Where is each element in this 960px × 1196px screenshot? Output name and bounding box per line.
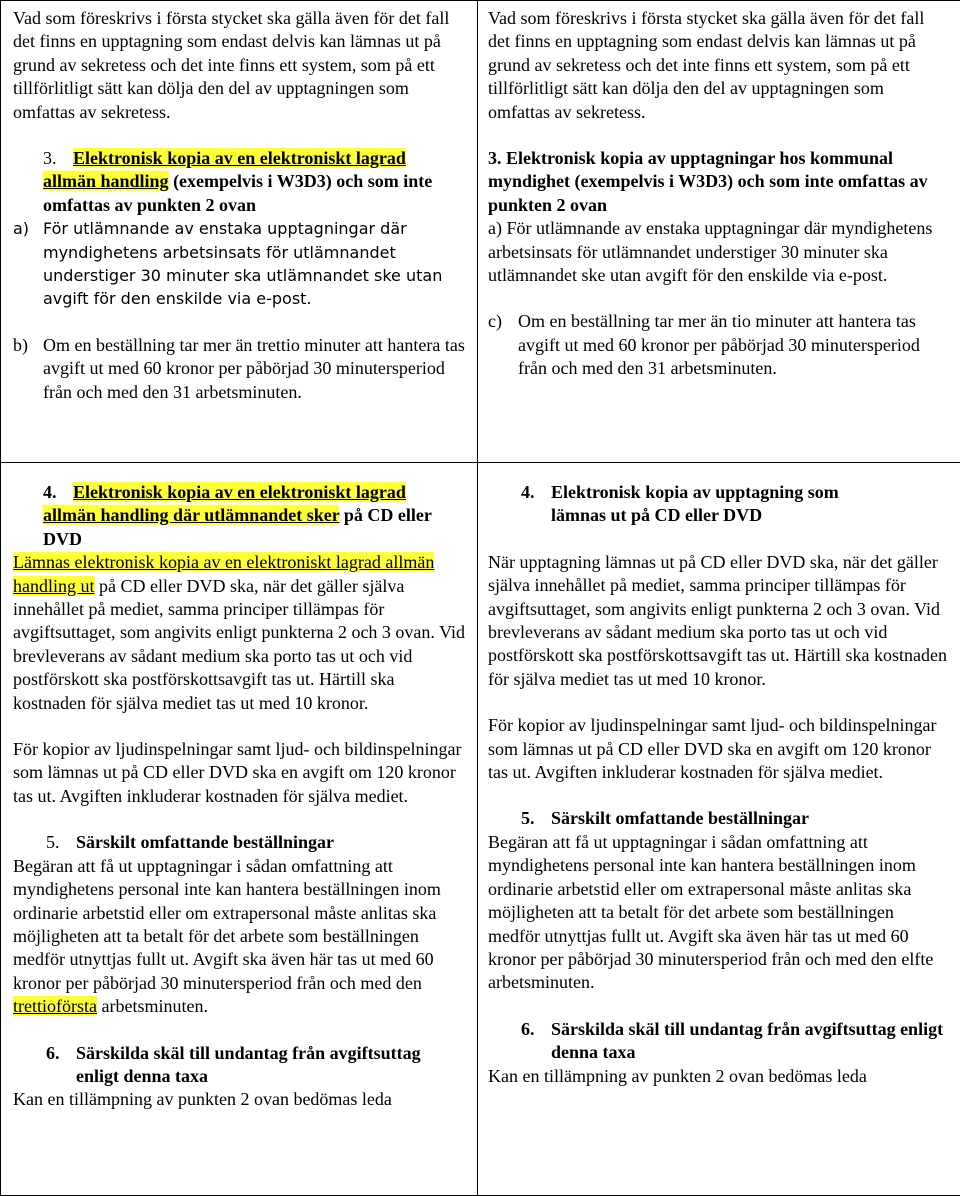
left-s5-text-a: Begäran att få ut upptagningar i sådan omfattning att myndighetens personal inte kan hantera beställningen inom ordinarie arbetstid eller om extrapersonal måste anlitas ska möjligheten att ta betalt för det arbete som beställningen medför utnyttjas fullt ut. Avgift ska även här tas ut med 60 kronor per påbörjad 30 minutersperiod från och med den — [13, 856, 441, 993]
right-s4-paragraph-2: För kopior av ljudinspelningar samt ljud- och bildinspelningar som lämnas ut på CD eller DVD ska en avgift om 120 kronor tas ut. Avgiften inkluderar kostnaden för själva mediet. — [488, 714, 948, 784]
right-s5-number: 5. — [521, 807, 551, 830]
left-s6-title: Särskilda skäl till undantag från avgiftsuttag enligt denna taxa — [76, 1042, 465, 1089]
left-s3-a-text: För utlämnande av enstaka upptagningar där myndighetens arbetsinsats för utlämnandet understiger 30 minuter ska utlämnandet ske utan avgift för den enskilde via e-post. — [43, 217, 465, 311]
left-s3-a-label: a) — [13, 217, 43, 311]
left-s3-heading — [13, 147, 443, 217]
left-s3-b-text: Om en beställning tar mer än trettio minuter att hantera tas avgift ut med 60 kronor per påbörjad 30 minutersperiod från och med den 31 arbetsminuten. — [43, 334, 465, 404]
left-intro: Vad som föreskrivs i första stycket ska gälla även för det fall det finns en upptagning som endast delvis kan lämnas ut på grund av sekretess och det inte finns ett system, som på ett tillförlitligt sätt kan dölja den del av upptagningen som omfattas av sekretess. — [13, 7, 465, 124]
left-s3-item-b — [13, 334, 465, 404]
left-s5-text — [13, 855, 465, 1019]
left-s4-p1-highlight: Lämnas elektronisk kopia av en elektroniskt lagrad allmän handling ut — [13, 552, 434, 595]
left-s3-highlight: Elektronisk kopia av en elektroniskt lagrad allmän handling — [43, 148, 406, 191]
left-s4-heading — [13, 481, 463, 551]
left-s5-text-highlight: trettioförsta — [13, 996, 97, 1016]
right-s4-number: 4. — [521, 481, 551, 528]
left-s3-b-label: b) — [13, 334, 43, 404]
right-s3-heading — [488, 147, 948, 217]
left-s3-number: 3. — [43, 147, 73, 170]
left-s6-text: Kan en tillämpning av punkten 2 ovan bedömas leda — [13, 1088, 465, 1111]
right-s6-number: 6. — [521, 1018, 551, 1065]
right-s6-title: Särskilda skäl till undantag från avgiftsuttag enligt denna taxa — [551, 1018, 948, 1065]
left-s4-paragraph-2: För kopior av ljudinspelningar samt ljud- och bildinspelningar som lämnas ut på CD eller DVD ska en avgift om 120 kronor tas ut. Avgiften inkluderar kostnaden för själva mediet. — [13, 738, 465, 808]
left-s5-title: Särskilt omfattande beställningar — [76, 832, 334, 852]
left-s4-highlight: Elektronisk kopia av en elektroniskt lagrad allmän handling där utlämnandet sker — [43, 482, 406, 525]
left-s3-heading-rest: (exempelvis i W3D3) och som inte omfattas av punkten 2 ovan — [43, 171, 432, 214]
right-s4-title: Elektronisk kopia av upptagning som lämnas ut på CD eller DVD — [551, 481, 948, 528]
right-s5-title: Särskilt omfattande beställningar — [551, 808, 809, 828]
left-s5-number: 5. — [46, 831, 76, 854]
left-s4-heading-rest: på CD eller DVD — [43, 505, 432, 548]
right-s5-heading — [488, 807, 948, 830]
left-s5-text-b: arbetsminuten. — [97, 996, 208, 1016]
right-bottom-cell — [478, 463, 960, 1196]
right-s3-item-c — [488, 310, 948, 380]
right-s3-title: 3. Elektronisk kopia av upptagningar hos kommunal myndighet (exempelvis i W3D3) och som inte omfattas av punkten 2 ovan — [488, 148, 928, 215]
right-s4-heading — [488, 481, 948, 528]
right-s4-paragraph-1: När upptagning lämnas ut på CD eller DVD ska, när det gäller själva innehållet på mediet, samma principer tillämpas för avgiftsuttaget, som angivits enligt punkterna 2 och 3 ovan. Vid brevleverans av sådant medium ska porto tas ut och vid postförskott ska postförskottsavgift tas ut. Härtill ska kostnaden för själva mediet tas ut med 10 kronor. — [488, 551, 948, 691]
right-s3-c-text: Om en beställning tar mer än tio minuter att hantera tas avgift ut med 60 kronor per påbörjad 30 minutersperiod från och med den 31 arbetsminuten. — [518, 310, 948, 380]
right-s6-text: Kan en tillämpning av punkten 2 ovan bedömas leda — [488, 1065, 948, 1088]
right-s3-a-text: a) För utlämnande av enstaka upptagningar där myndighetens arbetsinsats för utlämnandet understiger 30 minuter ska utlämnandet ske utan avgift för den enskilde via e-post. — [488, 217, 948, 287]
left-s6-heading — [13, 1042, 465, 1089]
right-intro: Vad som föreskrivs i första stycket ska gälla även för det fall det finns en upptagning som endast delvis kan lämnas ut på grund av sekretess och det inte finns ett system, som på ett tillförlitligt sätt kan dölja den del av upptagningen som omfattas av sekretess. — [488, 7, 948, 124]
left-s5-heading — [13, 831, 465, 854]
left-s4-number: 4. — [43, 481, 73, 504]
right-s6-heading — [488, 1018, 948, 1065]
right-top-cell — [478, 1, 960, 463]
left-s6-number: 6. — [46, 1042, 76, 1089]
right-s3-c-label: c) — [488, 310, 518, 380]
left-s3-item-a — [13, 217, 465, 311]
left-top-cell — [1, 1, 478, 463]
left-s4-p1-rest: på CD eller DVD ska, när det gäller själva innehållet på mediet, samma principer tillämpas för avgiftsuttaget, som angivits enligt punkterna 2 och 3 ovan. Vid brevleverans av sådant medium ska porto tas ut och vid postförskott ska postförskottsavgift tas ut. Härtill ska kostnaden för själva mediet tas ut med 10 kronor. — [13, 576, 465, 713]
left-s4-paragraph-1 — [13, 551, 465, 715]
right-s5-text: Begäran att få ut upptagningar i sådan omfattning att myndighetens personal inte kan hantera beställningen inom ordinarie arbetstid eller om extrapersonal måste anlitas ska möjligheten att ta betalt för det arbete som beställningen medför utnyttjas fullt ut. Avgift ska även här tas ut med 60 kronor per påbörjad 30 minutersperiod från och med den elfte arbetsminuten. — [488, 831, 948, 995]
left-bottom-cell — [1, 463, 478, 1196]
